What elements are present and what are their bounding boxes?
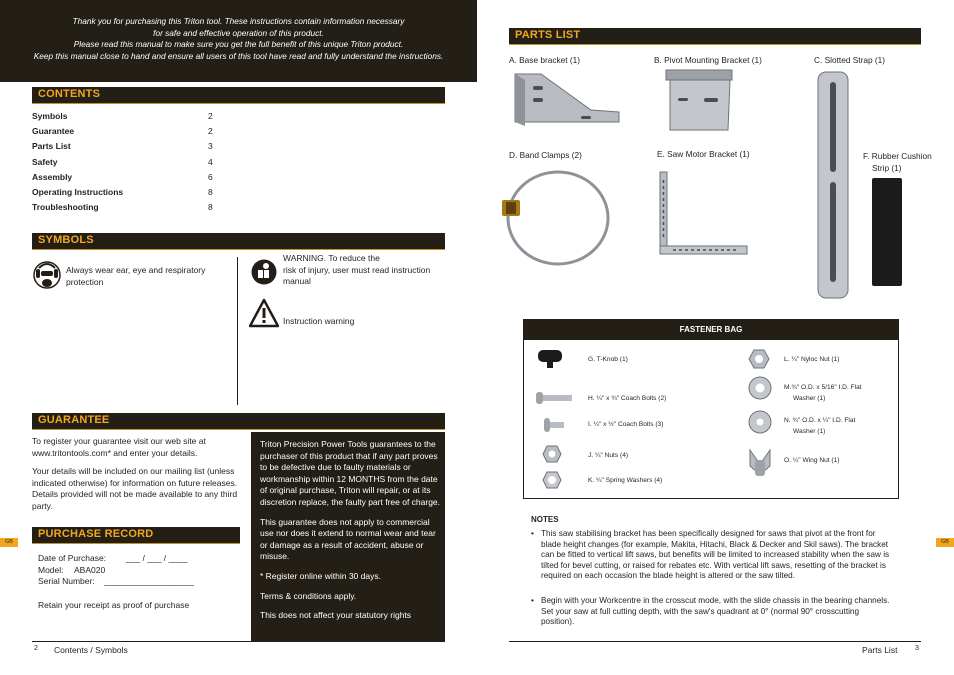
fastener-n-line1: N. ¾" O.D. x ¼" I.D. Flat [784,417,856,424]
footer-title-left: Contents / Symbols [54,645,128,655]
toc-item[interactable] [32,172,232,182]
symbols-heading-bar [32,233,445,250]
ppe-icon [33,261,61,291]
part-d-label: D. Band Clamps (2) [509,150,582,160]
read-manual-line-1: WARNING. To reduce the [283,253,380,263]
purchase-record-heading: PURCHASE RECORD [38,528,154,540]
toc-page: 4 [208,157,213,167]
guarantee-box-p3: * Register online within 30 days. [260,570,381,581]
intro-line-3: Please read this manual to make sure you get the full benefit of this unique Triton product. [73,39,404,49]
guarantee-box-p2: This guarantee does not apply to commercial use nor does it extend to normal wear and tear or damage as a result of accident, abuse or misuse. [260,516,436,562]
fastener-m-line1: M.¾" O.D. x 5/16" I.D. Flat [784,384,862,391]
footer-rule-right [509,641,921,642]
coach-bolt-long-icon [534,390,574,406]
toc-label: Symbols [32,111,68,121]
part-f-label [863,150,932,174]
part-a-label: A. Base bracket (1) [509,55,581,65]
notes-bullet-1-text: This saw stabilising bracket has been specifically designed for saws that pivot at the front for blade height changes (for example, Makita, Hitachi, Black & Decker and Skil saws). The bracket can be fitted to vertical lift saws, but benefits will be limited to increased stability when the saw is tilted for bevel cutting, or raised for rebates etc. With vertical lift saws, resetting of the bracket is required on each occasion the blade height is altered or the saw tilted. [541,529,890,581]
toc-page: 6 [208,172,213,182]
toc-page: 2 [208,126,213,136]
notes-bullet-2 [531,596,891,628]
toc-item[interactable] [32,126,232,136]
toc-item[interactable] [32,157,232,167]
warning-icon [249,298,279,328]
pivot-mounting-bracket-image [664,68,736,134]
fastener-o: O. ¼" Wing Nut (1) [784,457,840,464]
guarantee-text-1: To register your guarantee visit our web site at www.tritontools.com* and enter your details. [32,436,206,458]
part-e-label: E. Saw Motor Bracket (1) [657,149,750,159]
serial-row [38,576,238,588]
read-manual-icon [251,259,277,285]
fastener-n-line2: Washer (1) [793,428,826,435]
warning-text: Instruction warning [283,316,355,326]
toc-label: Guarantee [32,126,75,136]
toc-label: Assembly [32,172,73,182]
page-number-left: 2 [34,645,38,652]
slotted-strap-image [814,70,854,300]
base-bracket-image [511,72,623,128]
bullet-icon: • [531,529,534,538]
serial-label: Serial Number: [38,576,95,586]
intro-line-1: Thank you for purchasing this Triton tool. These instructions contain information necessary [72,16,405,26]
model-label: Model: [38,564,64,575]
date-label: Date of Purchase: [38,553,107,563]
toc-label: Troubleshooting [32,202,99,212]
toc-item[interactable] [32,111,232,121]
wing-nut-icon [746,446,774,480]
serial-field[interactable]: ___________________ [104,576,194,586]
intro-line-4: Keep this manual close to hand and ensure all users of this tool have read and fully understand the instructions. [33,50,444,61]
toc-page: 2 [208,111,213,121]
purchase-record-heading-bar [32,527,240,544]
guarantee-heading: GUARANTEE [38,414,110,426]
footer-title-right: Parts List [862,645,898,655]
parts-list-heading-bar [509,28,921,45]
flat-washer-small-icon [748,410,772,434]
notes-heading: NOTES [531,515,559,524]
fastener-bag-title: FASTENER BAG [524,320,898,340]
date-of-purchase-row [38,553,238,565]
nyloc-nut-icon [748,348,770,370]
saw-motor-bracket-image [657,170,751,256]
gb-tab-left: GB [0,538,18,547]
model-row [38,565,238,577]
nut-icon [542,444,562,464]
toc-item[interactable] [32,187,232,197]
fastener-g: G. T-Knob (1) [588,356,628,363]
fastener-i: I. ¼" x ½" Coach Bolts (3) [588,421,664,428]
symbols-divider [237,257,238,405]
guarantee-heading-bar [32,413,445,430]
fastener-n [784,415,855,437]
part-f-label-line1: F. Rubber Cushion [863,151,932,161]
fastener-bag-panel [523,319,899,499]
bullet-icon: • [531,596,534,605]
toc-page: 3 [208,141,213,151]
guarantee-box-p1: Triton Precision Power Tools guarantees to the purchaser of this product that if any part proves to be defective due to faulty materials or workmanship within 12 MONTHS from the date of original purchase, Triton will repair, or at its discretion replace, the faulty part free of charge. [260,439,441,507]
toc-label: Parts List [32,141,71,151]
guarantee-box-p4: Terms & conditions apply. [260,590,357,601]
guarantee-text-2: Your details will be included on our mailing list (unless indicated otherwise) for information on future releases. Details provided will not be made available to any third party. [32,466,238,511]
read-manual-line-2: risk of injury, user must read instruction manual [283,264,431,286]
symbols-heading: SYMBOLS [38,234,94,246]
read-manual-text [283,253,445,288]
contents-heading: CONTENTS [38,88,101,100]
toc-page: 8 [208,202,213,212]
flat-washer-large-icon [748,376,772,400]
part-c-label: C. Slotted Strap (1) [814,55,886,65]
guarantee-box [251,432,445,641]
model-value: ABA020 [74,564,106,575]
toc-label: Safety [32,157,58,167]
toc-item[interactable] [32,202,232,212]
toc-label: Operating Instructions [32,187,124,197]
t-knob-icon [536,344,564,370]
guarantee-box-p5: This does not affect your statutory rights [260,610,412,621]
spring-washer-icon [542,470,562,490]
page-number-right: 3 [915,645,919,652]
intro-banner [0,0,477,82]
contents-heading-bar [32,87,445,104]
fastener-j: J. ¼" Nuts (4) [588,452,629,459]
fastener-k: K. ¼" Spring Washers (4) [588,477,663,484]
retain-receipt-text: Retain your receipt as proof of purchase [38,600,190,610]
parts-list-heading: PARTS LIST [515,29,581,41]
date-field[interactable]: ___ / ___ / ____ [126,553,188,563]
fastener-h: H. ¼" x ¾" Coach Bolts (2) [588,395,667,402]
toc-item[interactable] [32,141,232,151]
intro-line-2: for safe and effective operation of this product. [153,27,324,38]
toc-page: 8 [208,187,213,197]
fastener-m [784,382,862,404]
coach-bolt-short-icon [542,416,566,436]
purchase-record-fields [38,553,238,588]
ppe-text: Always wear ear, eye and respiratory protection [66,265,206,287]
part-b-label: B. Pivot Mounting Bracket (1) [654,55,762,65]
part-f-label-line2: Strip (1) [872,163,902,173]
gb-tab-right: GB [936,538,954,547]
notes-bullet-2-text: Begin with your Workcentre in the crosscut mode, with the slide chassis in the bearing channels. Set your saw at full cutting depth, with the saw's quadrant at 0° (normal 90° crosscutting position). [541,596,890,627]
footer-rule-left [32,641,445,642]
fastener-m-line2: Washer (1) [793,395,826,402]
fastener-l: L. ¼" Nyloc Nut (1) [784,356,840,363]
notes-bullet-1 [531,529,891,582]
rubber-cushion-strip-image [872,178,902,286]
band-clamp-image [500,162,612,274]
